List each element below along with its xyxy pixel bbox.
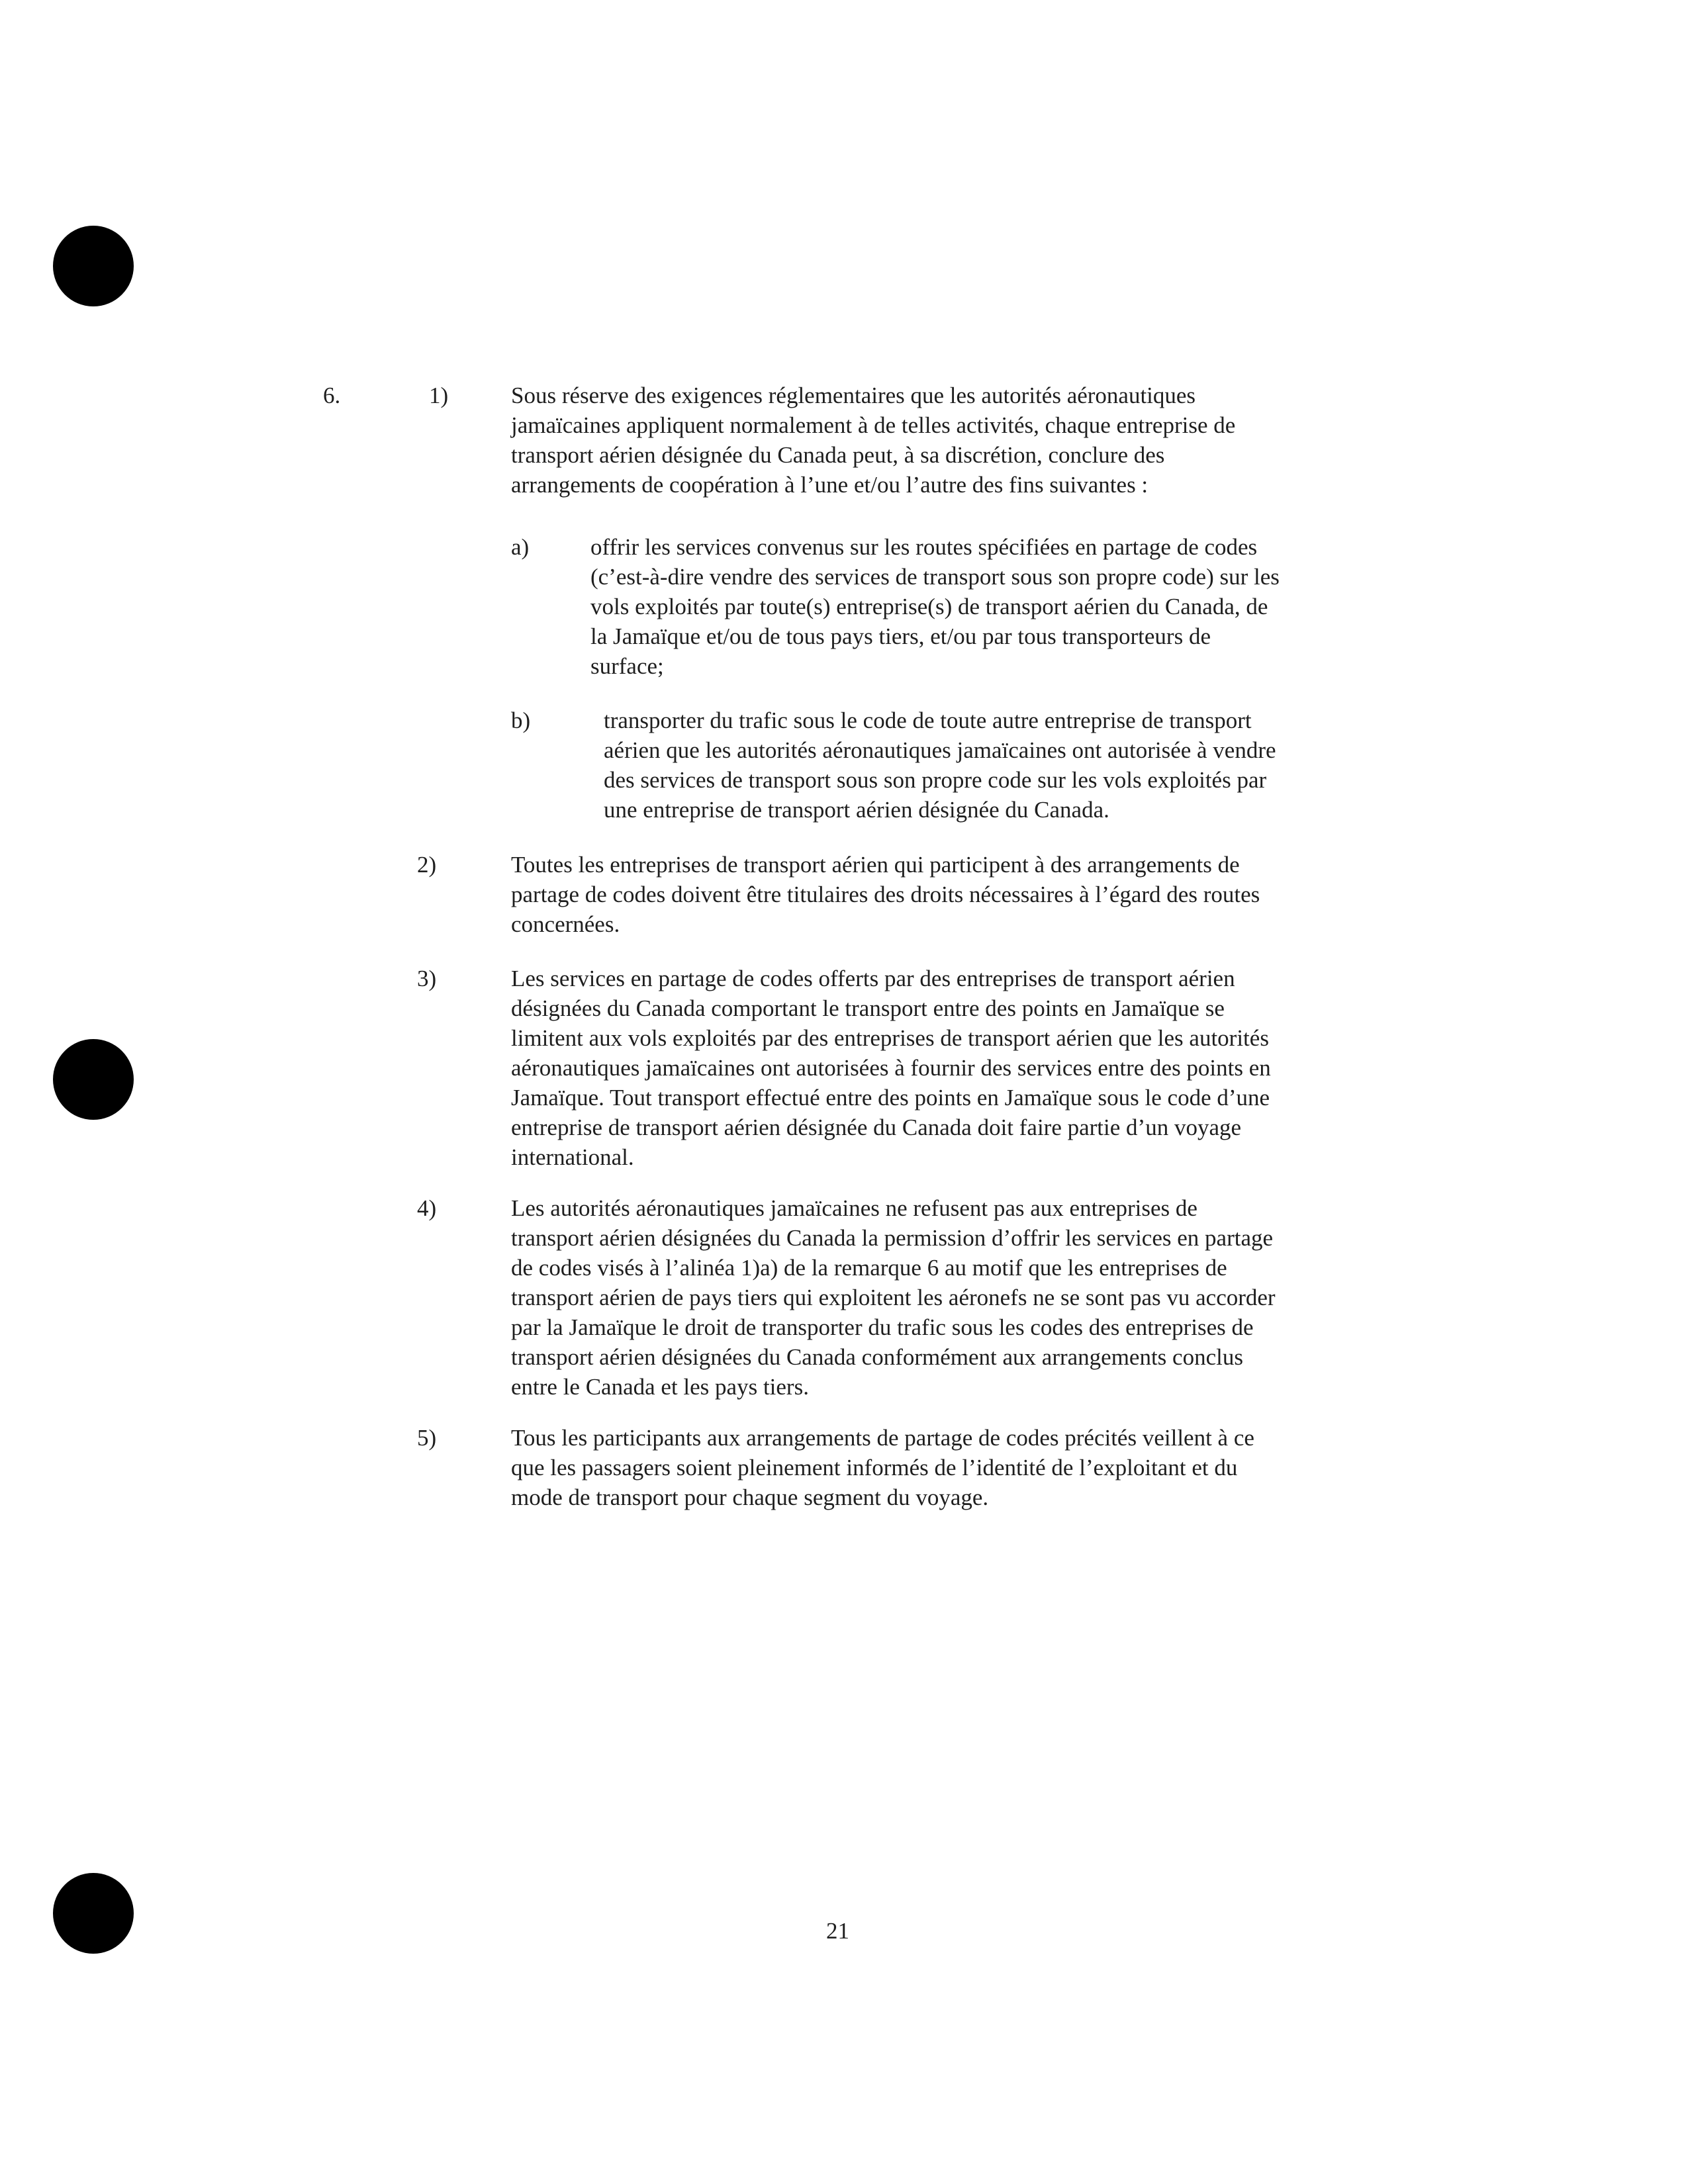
section-number: 6. (323, 383, 341, 408)
item-label: 1) (429, 383, 449, 408)
paragraph-line: entre le Canada et les pays tiers. (511, 1374, 809, 1400)
paragraph-line: (c’est-à-dire vendre des services de transport sous son propre code) sur les (590, 564, 1280, 590)
paragraph-line: transport aérien désignées du Canada conformément aux arrangements conclus (511, 1344, 1243, 1370)
item-label: 2) (417, 852, 437, 878)
paragraph-line: partage de codes doivent être titulaires des droits nécessaires à l’égard des routes (511, 882, 1260, 907)
item-label: 3) (417, 966, 437, 991)
paragraph-line: jamaïcaines appliquent normalement à de telles activités, chaque entreprise de (511, 412, 1236, 438)
paragraph-line: mode de transport pour chaque segment du voyage. (511, 1484, 989, 1510)
item-label: 5) (417, 1425, 437, 1451)
paragraph-line: Les autorités aéronautiques jamaïcaines ne refusent pas aux entreprises de (511, 1195, 1197, 1221)
paragraph-line: une entreprise de transport aérien désignée du Canada. (604, 797, 1109, 823)
paragraph-line: offrir les services convenus sur les routes spécifiées en partage de codes (590, 534, 1258, 560)
paragraph-line: aéronautiques jamaïcaines ont autorisées à fournir des services entre des points en (511, 1055, 1271, 1081)
paragraph-line: désignées du Canada comportant le transport entre des points en Jamaïque se (511, 995, 1225, 1021)
paragraph-line: que les passagers soient pleinement informés de l’identité de l’exploitant et du (511, 1455, 1238, 1480)
paragraph-line: transport aérien désignées du Canada la permission d’offrir les services en partage (511, 1225, 1274, 1251)
paragraph-line: limitent aux vols exploités par des entreprises de transport aérien que les autorités (511, 1025, 1269, 1051)
subitem-label: a) (511, 534, 530, 560)
binder-hole (53, 1039, 134, 1120)
paragraph-line: aérien que les autorités aéronautiques jamaïcaines ont autorisée à vendre (604, 737, 1276, 763)
paragraph-line: Tous les participants aux arrangements de partage de codes précités veillent à ce (511, 1425, 1254, 1451)
paragraph-line: transport aérien de pays tiers qui exploitent les aéronefs ne se sont pas vu accorder (511, 1285, 1276, 1310)
subitem-label: b) (511, 707, 531, 733)
paragraph-line: de codes visés à l’alinéa 1)a) de la remarque 6 au motif que les entreprises de (511, 1255, 1227, 1281)
paragraph-line: entreprise de transport aérien désignée du Canada doit faire partie d’un voyage (511, 1115, 1242, 1140)
page-number: 21 (826, 1918, 849, 1944)
paragraph-line: arrangements de coopération à l’une et/ou l’autre des fins suivantes : (511, 472, 1149, 498)
paragraph-line: surface; (590, 653, 664, 679)
paragraph-line: Jamaïque. Tout transport effectué entre des points en Jamaïque sous le code d’une (511, 1085, 1270, 1111)
paragraph-line: transport aérien désignée du Canada peut, à sa discrétion, conclure des (511, 442, 1165, 468)
paragraph-line: Sous réserve des exigences réglementaires que les autorités aéronautiques (511, 383, 1196, 408)
paragraph-line: Toutes les entreprises de transport aérien qui participent à des arrangements de (511, 852, 1240, 878)
paragraph-line: vols exploités par toute(s) entreprise(s) de transport aérien du Canada, de (590, 594, 1268, 619)
binder-hole (53, 226, 134, 306)
paragraph-line: des services de transport sous son propre code sur les vols exploités par (604, 767, 1267, 793)
paragraph-line: la Jamaïque et/ou de tous pays tiers, et/ou par tous transporteurs de (590, 623, 1211, 649)
item-label: 4) (417, 1195, 437, 1221)
paragraph-line: international. (511, 1144, 634, 1170)
binder-hole (53, 1873, 134, 1954)
paragraph-line: transporter du trafic sous le code de toute autre entreprise de transport (604, 707, 1252, 733)
paragraph-line: concernées. (511, 911, 620, 937)
paragraph-line: par la Jamaïque le droit de transporter du trafic sous les codes des entreprises de (511, 1314, 1254, 1340)
paragraph-line: Les services en partage de codes offerts par des entreprises de transport aérien (511, 966, 1235, 991)
